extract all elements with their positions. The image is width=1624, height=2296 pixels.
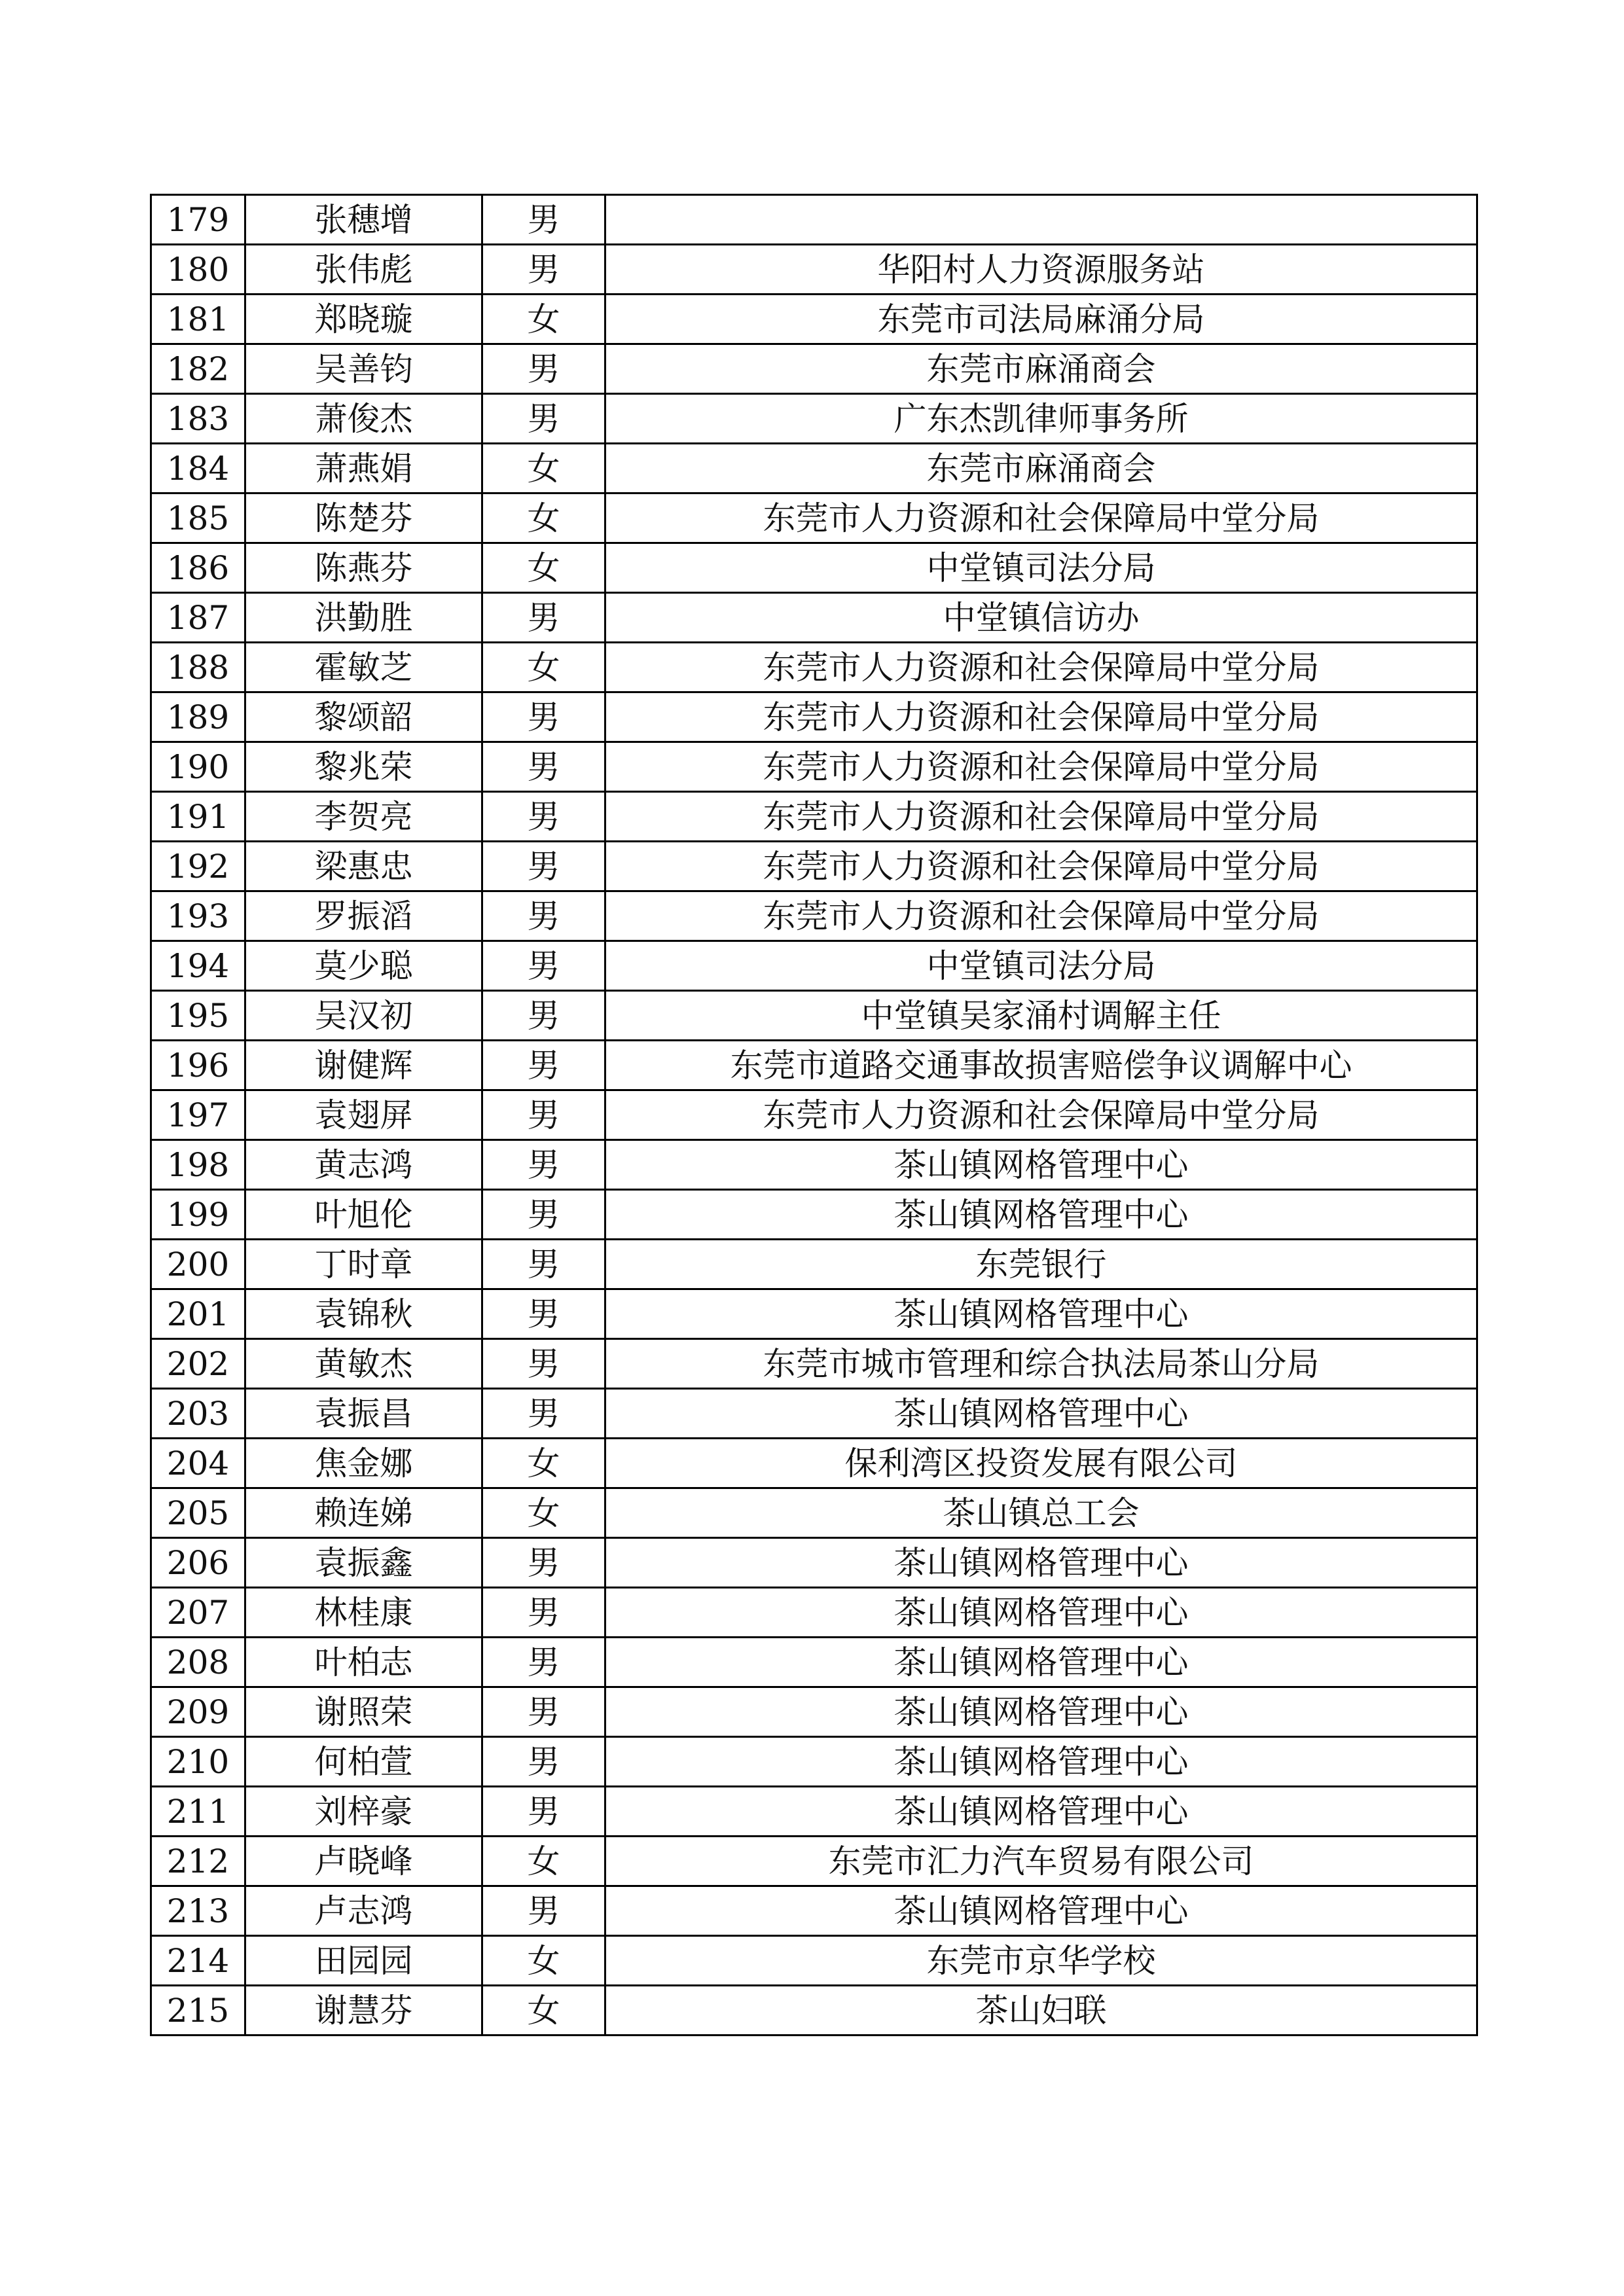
- gender-cell: 男: [482, 1687, 605, 1737]
- person-name-cell: 叶旭伦: [245, 1190, 482, 1240]
- gender-cell: 男: [482, 1538, 605, 1588]
- gender-cell: 男: [482, 1886, 605, 1936]
- gender-cell: 男: [482, 842, 605, 891]
- table-row: [151, 1339, 1477, 1389]
- person-name-cell: 卢志鸿: [245, 1886, 482, 1936]
- row-number-cell: 209: [151, 1687, 245, 1737]
- gender-cell: 男: [482, 1787, 605, 1837]
- row-number-cell: 203: [151, 1389, 245, 1439]
- work-unit-cell: 茶山镇总工会: [605, 1488, 1477, 1538]
- table-row: [151, 1090, 1477, 1140]
- person-name-cell: 萧俊杰: [245, 394, 482, 444]
- table-row: [151, 1936, 1477, 1986]
- gender-cell: 男: [482, 1041, 605, 1090]
- row-number-cell: 214: [151, 1936, 245, 1986]
- row-number-cell: 201: [151, 1289, 245, 1339]
- work-unit-cell: 茶山镇网格管理中心: [605, 1886, 1477, 1936]
- table-row: [151, 1837, 1477, 1886]
- table-row: [151, 1439, 1477, 1488]
- gender-cell: 男: [482, 692, 605, 742]
- table-row: [151, 1687, 1477, 1737]
- table-row: [151, 1289, 1477, 1339]
- work-unit-cell: 中堂镇司法分局: [605, 543, 1477, 593]
- table-row: [151, 195, 1477, 245]
- person-name-cell: 黄敏杰: [245, 1339, 482, 1389]
- gender-cell: 男: [482, 941, 605, 991]
- row-number-cell: 187: [151, 593, 245, 643]
- row-number-cell: 186: [151, 543, 245, 593]
- gender-cell: 男: [482, 1240, 605, 1289]
- gender-cell: 男: [482, 1140, 605, 1190]
- person-name-cell: 谢健辉: [245, 1041, 482, 1090]
- row-number-cell: 210: [151, 1737, 245, 1787]
- table-row: [151, 543, 1477, 593]
- table-row: [151, 1886, 1477, 1936]
- gender-cell: 男: [482, 1339, 605, 1389]
- gender-cell: 女: [482, 295, 605, 344]
- gender-cell: 女: [482, 1986, 605, 2036]
- row-number-cell: 200: [151, 1240, 245, 1289]
- row-number-cell: 208: [151, 1638, 245, 1687]
- person-name-cell: 萧燕娟: [245, 444, 482, 493]
- person-name-cell: 林桂康: [245, 1588, 482, 1638]
- row-number-cell: 195: [151, 991, 245, 1041]
- person-name-cell: 田园园: [245, 1936, 482, 1986]
- work-unit-cell: 茶山镇网格管理中心: [605, 1588, 1477, 1638]
- gender-cell: 男: [482, 344, 605, 394]
- work-unit-cell: 茶山镇网格管理中心: [605, 1638, 1477, 1687]
- row-number-cell: 181: [151, 295, 245, 344]
- work-unit-cell: 东莞市司法局麻涌分局: [605, 295, 1477, 344]
- work-unit-cell: 东莞市人力资源和社会保障局中堂分局: [605, 1090, 1477, 1140]
- work-unit-cell: 东莞市人力资源和社会保障局中堂分局: [605, 493, 1477, 543]
- roster-table: [150, 194, 1478, 2036]
- work-unit-cell: 茶山镇网格管理中心: [605, 1289, 1477, 1339]
- person-name-cell: 焦金娜: [245, 1439, 482, 1488]
- row-number-cell: 189: [151, 692, 245, 742]
- table-row: [151, 245, 1477, 295]
- table-row: [151, 1588, 1477, 1638]
- work-unit-cell: 华阳村人力资源服务站: [605, 245, 1477, 295]
- person-name-cell: 黎兆荣: [245, 742, 482, 792]
- work-unit-cell: 东莞市人力资源和社会保障局中堂分局: [605, 792, 1477, 842]
- person-name-cell: 莫少聪: [245, 941, 482, 991]
- person-name-cell: 袁振昌: [245, 1389, 482, 1439]
- work-unit-cell: 中堂镇吴家涌村调解主任: [605, 991, 1477, 1041]
- person-name-cell: 吴善钧: [245, 344, 482, 394]
- row-number-cell: 183: [151, 394, 245, 444]
- roster-body: [151, 195, 1477, 2036]
- work-unit-cell: 东莞市麻涌商会: [605, 444, 1477, 493]
- work-unit-cell: 东莞市京华学校: [605, 1936, 1477, 1986]
- row-number-cell: 180: [151, 245, 245, 295]
- table-row: [151, 842, 1477, 891]
- table-row: [151, 1638, 1477, 1687]
- work-unit-cell: 东莞市城市管理和综合执法局茶山分局: [605, 1339, 1477, 1389]
- row-number-cell: 215: [151, 1986, 245, 2036]
- row-number-cell: 205: [151, 1488, 245, 1538]
- person-name-cell: 刘梓豪: [245, 1787, 482, 1837]
- person-name-cell: 罗振滔: [245, 891, 482, 941]
- work-unit-cell: 东莞市人力资源和社会保障局中堂分局: [605, 842, 1477, 891]
- gender-cell: 男: [482, 1638, 605, 1687]
- work-unit-cell: 茶山镇网格管理中心: [605, 1787, 1477, 1837]
- table-row: [151, 1737, 1477, 1787]
- table-row: [151, 394, 1477, 444]
- gender-cell: 男: [482, 1737, 605, 1787]
- table-row: [151, 792, 1477, 842]
- table-row: [151, 1041, 1477, 1090]
- row-number-cell: 207: [151, 1588, 245, 1638]
- person-name-cell: 谢慧芬: [245, 1986, 482, 2036]
- table-row: [151, 295, 1477, 344]
- row-number-cell: 198: [151, 1140, 245, 1190]
- person-name-cell: 陈燕芬: [245, 543, 482, 593]
- work-unit-cell: 东莞市人力资源和社会保障局中堂分局: [605, 643, 1477, 692]
- table-row: [151, 1190, 1477, 1240]
- work-unit-cell: 东莞银行: [605, 1240, 1477, 1289]
- work-unit-cell: 东莞市人力资源和社会保障局中堂分局: [605, 692, 1477, 742]
- row-number-cell: 194: [151, 941, 245, 991]
- person-name-cell: 卢晓峰: [245, 1837, 482, 1886]
- gender-cell: 女: [482, 493, 605, 543]
- table-row: [151, 941, 1477, 991]
- gender-cell: 男: [482, 245, 605, 295]
- person-name-cell: 何柏萱: [245, 1737, 482, 1787]
- person-name-cell: 洪勤胜: [245, 593, 482, 643]
- row-number-cell: 193: [151, 891, 245, 941]
- person-name-cell: 陈楚芬: [245, 493, 482, 543]
- person-name-cell: 丁时章: [245, 1240, 482, 1289]
- table-row: [151, 1240, 1477, 1289]
- gender-cell: 男: [482, 742, 605, 792]
- work-unit-cell: 茶山镇网格管理中心: [605, 1389, 1477, 1439]
- work-unit-cell: 中堂镇司法分局: [605, 941, 1477, 991]
- gender-cell: 男: [482, 891, 605, 941]
- person-name-cell: 袁翅屏: [245, 1090, 482, 1140]
- gender-cell: 男: [482, 1289, 605, 1339]
- person-name-cell: 梁惠忠: [245, 842, 482, 891]
- person-name-cell: 叶柏志: [245, 1638, 482, 1687]
- work-unit-cell: 东莞市人力资源和社会保障局中堂分局: [605, 742, 1477, 792]
- work-unit-cell: 东莞市麻涌商会: [605, 344, 1477, 394]
- work-unit-cell: 茶山镇网格管理中心: [605, 1687, 1477, 1737]
- table-row: [151, 444, 1477, 493]
- table-row: [151, 1389, 1477, 1439]
- gender-cell: 男: [482, 394, 605, 444]
- gender-cell: 男: [482, 1588, 605, 1638]
- table-row: [151, 493, 1477, 543]
- work-unit-cell: 茶山镇网格管理中心: [605, 1737, 1477, 1787]
- person-name-cell: 袁振鑫: [245, 1538, 482, 1588]
- row-number-cell: 204: [151, 1439, 245, 1488]
- gender-cell: 女: [482, 444, 605, 493]
- gender-cell: 男: [482, 792, 605, 842]
- row-number-cell: 185: [151, 493, 245, 543]
- gender-cell: 男: [482, 1389, 605, 1439]
- gender-cell: 女: [482, 1837, 605, 1886]
- gender-cell: 男: [482, 1090, 605, 1140]
- table-row: [151, 1140, 1477, 1190]
- person-name-cell: 赖连娣: [245, 1488, 482, 1538]
- work-unit-cell: 东莞市汇力汽车贸易有限公司: [605, 1837, 1477, 1886]
- gender-cell: 男: [482, 1190, 605, 1240]
- table-row: [151, 891, 1477, 941]
- work-unit-cell: 茶山镇网格管理中心: [605, 1140, 1477, 1190]
- person-name-cell: 张伟彪: [245, 245, 482, 295]
- table-row: [151, 742, 1477, 792]
- work-unit-cell: 广东杰凯律师事务所: [605, 394, 1477, 444]
- person-name-cell: 黎颂韶: [245, 692, 482, 742]
- row-number-cell: 211: [151, 1787, 245, 1837]
- row-number-cell: 188: [151, 643, 245, 692]
- table-row: [151, 991, 1477, 1041]
- person-name-cell: 张穗增: [245, 195, 482, 245]
- row-number-cell: 184: [151, 444, 245, 493]
- row-number-cell: 196: [151, 1041, 245, 1090]
- row-number-cell: 206: [151, 1538, 245, 1588]
- gender-cell: 男: [482, 991, 605, 1041]
- row-number-cell: 190: [151, 742, 245, 792]
- row-number-cell: 197: [151, 1090, 245, 1140]
- gender-cell: 女: [482, 643, 605, 692]
- work-unit-cell: 东莞市道路交通事故损害赔偿争议调解中心: [605, 1041, 1477, 1090]
- table-row: [151, 1986, 1477, 2036]
- person-name-cell: 吴汉初: [245, 991, 482, 1041]
- table-row: [151, 344, 1477, 394]
- table-row: [151, 643, 1477, 692]
- work-unit-cell: 茶山镇网格管理中心: [605, 1538, 1477, 1588]
- row-number-cell: 212: [151, 1837, 245, 1886]
- gender-cell: 女: [482, 1439, 605, 1488]
- person-name-cell: 霍敏芝: [245, 643, 482, 692]
- work-unit-cell: 中堂镇信访办: [605, 593, 1477, 643]
- gender-cell: 男: [482, 593, 605, 643]
- row-number-cell: 191: [151, 792, 245, 842]
- row-number-cell: 213: [151, 1886, 245, 1936]
- row-number-cell: 192: [151, 842, 245, 891]
- gender-cell: 男: [482, 195, 605, 245]
- person-name-cell: 黄志鸿: [245, 1140, 482, 1190]
- gender-cell: 女: [482, 1936, 605, 1986]
- person-name-cell: 李贺亮: [245, 792, 482, 842]
- work-unit-cell: 茶山妇联: [605, 1986, 1477, 2036]
- table-row: [151, 1538, 1477, 1588]
- table-row: [151, 1787, 1477, 1837]
- row-number-cell: 199: [151, 1190, 245, 1240]
- gender-cell: 女: [482, 543, 605, 593]
- person-name-cell: 谢照荣: [245, 1687, 482, 1737]
- gender-cell: 女: [482, 1488, 605, 1538]
- work-unit-cell: 东莞市人力资源和社会保障局中堂分局: [605, 891, 1477, 941]
- work-unit-cell: [605, 195, 1477, 245]
- table-row: [151, 1488, 1477, 1538]
- person-name-cell: 郑晓璇: [245, 295, 482, 344]
- work-unit-cell: 茶山镇网格管理中心: [605, 1190, 1477, 1240]
- table-row: [151, 593, 1477, 643]
- row-number-cell: 179: [151, 195, 245, 245]
- work-unit-cell: 保利湾区投资发展有限公司: [605, 1439, 1477, 1488]
- row-number-cell: 182: [151, 344, 245, 394]
- row-number-cell: 202: [151, 1339, 245, 1389]
- table-row: [151, 692, 1477, 742]
- person-name-cell: 袁锦秋: [245, 1289, 482, 1339]
